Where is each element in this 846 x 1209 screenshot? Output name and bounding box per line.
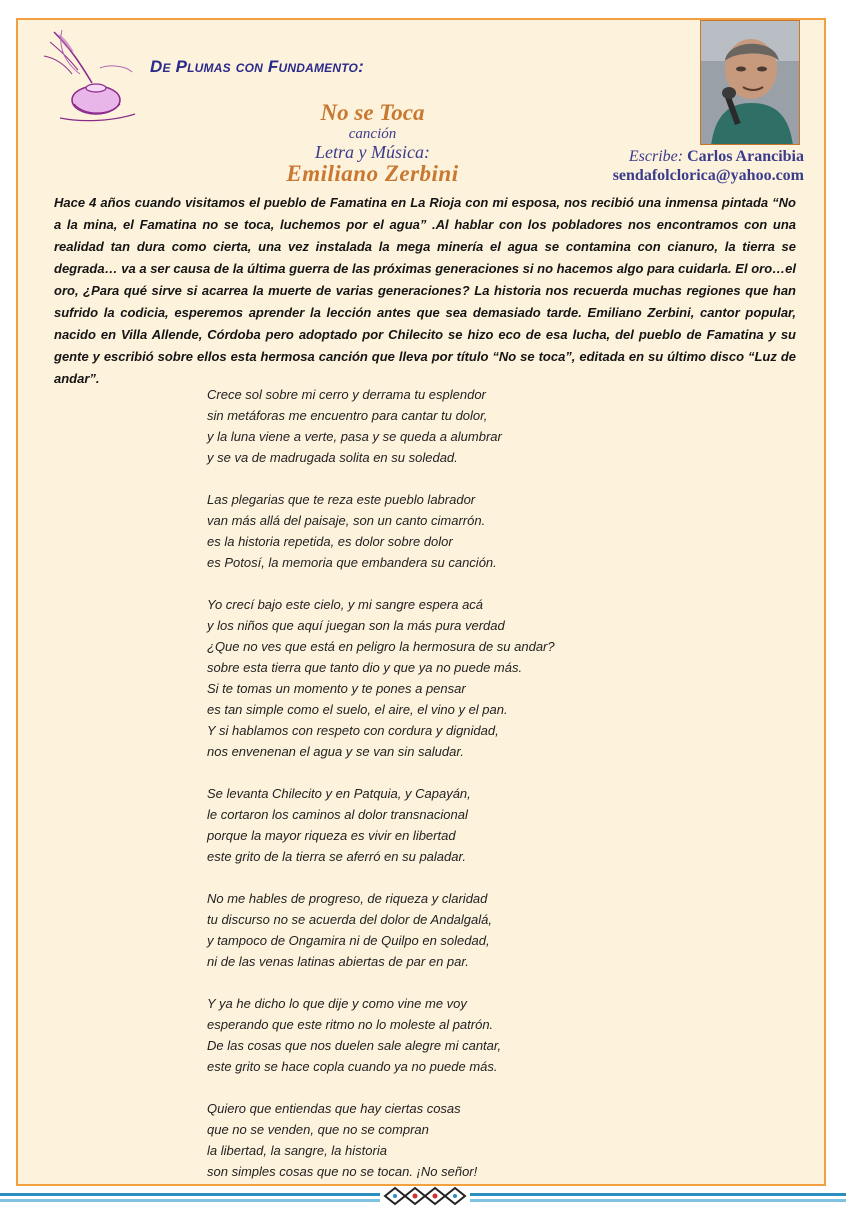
lyrics-line: y los niños que aquí juegan son la más pura verdad bbox=[207, 618, 505, 633]
ornament-icon bbox=[380, 1186, 470, 1206]
lyrics-stanza bbox=[207, 1098, 627, 1182]
lyrics-line: sin metáforas me encuentro para cantar tu dolor, bbox=[207, 408, 488, 423]
lyrics-stanza bbox=[207, 888, 627, 972]
byline bbox=[613, 148, 804, 186]
lyrics-line: Yo crecí bajo este cielo, y mi sangre espera acá bbox=[207, 597, 484, 612]
lyrics-line: la libertad, la sangre, la historia bbox=[207, 1143, 387, 1158]
song-author: Emiliano Zerbini bbox=[286, 161, 459, 186]
credit-label: Letra y Música: bbox=[315, 142, 430, 162]
lyrics-line: Quiero que entiendas que hay ciertas cosas bbox=[207, 1101, 461, 1116]
byline-label: Escribe: bbox=[628, 148, 684, 165]
lyrics-line: que no se venden, que no se compran bbox=[207, 1122, 429, 1137]
lyrics-line: ni de las venas latinas abiertas de par en par. bbox=[207, 954, 469, 969]
lyrics-stanza bbox=[207, 594, 627, 762]
song-title: No se Toca bbox=[320, 100, 425, 125]
lyrics-line: De las cosas que nos duelen sale alegre mi cantar, bbox=[207, 1038, 502, 1053]
lyrics-line: esperando que este ritmo no lo moleste al patrón. bbox=[207, 1017, 494, 1032]
lyrics-line: este grito de la tierra se aferró en su paladar. bbox=[207, 849, 466, 864]
lyrics-line: y tampoco de Ongamira ni de Quilpo en soledad, bbox=[207, 933, 490, 948]
lyrics-line: van más allá del paisaje, son un canto cimarrón. bbox=[207, 513, 486, 528]
lyrics-line: No me hables de progreso, de riqueza y claridad bbox=[207, 891, 488, 906]
quill-inkwell-icon bbox=[40, 28, 140, 123]
intro-paragraph: Hace 4 años cuando visitamos el pueblo de Famatina en La Rioja con mi esposa, nos recibió una inmensa pintada “No a la mina, el Famatina no se toca, luchemos por el agua” .Al hablar con los pobladores nos encontramos con una realidad tan dura como cierta, una vez instalada la mega minería el agua se contamina con cianuro, la tierra se degrada… va a ser causa de la última guerra de las próximas generaciones si no hacemos algo para cuidarla. El oro…el oro, ¿Para qué sirve si acarrea la muerte de varias generaciones? La historia nos recuerda muchas regiones que han sufrido la codicia, esperemos aprender la lección antes que sea demasiado tarde. Emiliano Zerbini, cantor popular, nacido en Villa Allende, Córdoba pero adoptado por Chilecito se hizo eco de esa lucha, del pueblo de Famatina y su gente y escribió sobre ellos esta hermosa canción que lleva por título “No se toca”, editada en su último disco “Luz de andar”. bbox=[54, 195, 796, 386]
writer-name: Carlos Arancibia bbox=[687, 148, 804, 165]
lyrics-line: sobre esta tierra que tanto dio y que ya no puede más. bbox=[207, 660, 523, 675]
lyrics-line: son simples cosas que no se tocan. ¡No señor! bbox=[207, 1164, 478, 1179]
lyrics-line: nos envenenan el agua y se van sin saludar. bbox=[207, 744, 464, 759]
lyrics-line: Se levanta Chilecito y en Patquia, y Capayán, bbox=[207, 786, 471, 801]
lyrics-line: Si te tomas un momento y te pones a pensar bbox=[207, 681, 466, 696]
lyrics-line: y la luna viene a verte, pasa y se queda a alumbrar bbox=[207, 429, 502, 444]
lyrics-line: Y ya he dicho lo que dije y como vine me voy bbox=[207, 996, 467, 1011]
lyrics-stanza bbox=[207, 993, 627, 1077]
lyrics-line: este grito se hace copla cuando ya no puede más. bbox=[207, 1059, 498, 1074]
lyrics-stanza bbox=[207, 489, 627, 573]
lyrics-line: es la historia repetida, es dolor sobre dolor bbox=[207, 534, 453, 549]
lyrics-line: Y si hablamos con respeto con cordura y dignidad, bbox=[207, 723, 499, 738]
lyrics-line: Crece sol sobre mi cerro y derrama tu esplendor bbox=[207, 387, 486, 402]
lyrics-line: Las plegarias que te reza este pueblo labrador bbox=[207, 492, 476, 507]
lyrics-line: le cortaron los caminos al dolor transnacional bbox=[207, 807, 468, 822]
writer-email: sendafolclorica@yahoo.com bbox=[612, 167, 804, 184]
lyrics-line: ¿Que no ves que está en peligro la hermosura de su andar? bbox=[207, 639, 555, 654]
lyrics-stanza bbox=[207, 384, 627, 468]
lyrics bbox=[207, 384, 627, 1203]
lyrics-line: es Potosí, la memoria que embandera su canción. bbox=[207, 555, 497, 570]
lyrics-line: tu discurso no se acuerda del dolor de Andalgalá, bbox=[207, 912, 492, 927]
song-genre: canción bbox=[348, 126, 397, 142]
section-title: De Plumas con Fundamento: bbox=[150, 57, 364, 76]
song-heading bbox=[260, 100, 485, 186]
author-photo bbox=[700, 20, 800, 145]
lyrics-line: y se va de madrugada solita en su soledad. bbox=[207, 450, 458, 465]
lyrics-stanza bbox=[207, 783, 627, 867]
lyrics-line: es tan simple como el suelo, el aire, el vino y el pan. bbox=[207, 702, 508, 717]
lyrics-line: porque la mayor riqueza es vivir en libertad bbox=[207, 828, 456, 843]
